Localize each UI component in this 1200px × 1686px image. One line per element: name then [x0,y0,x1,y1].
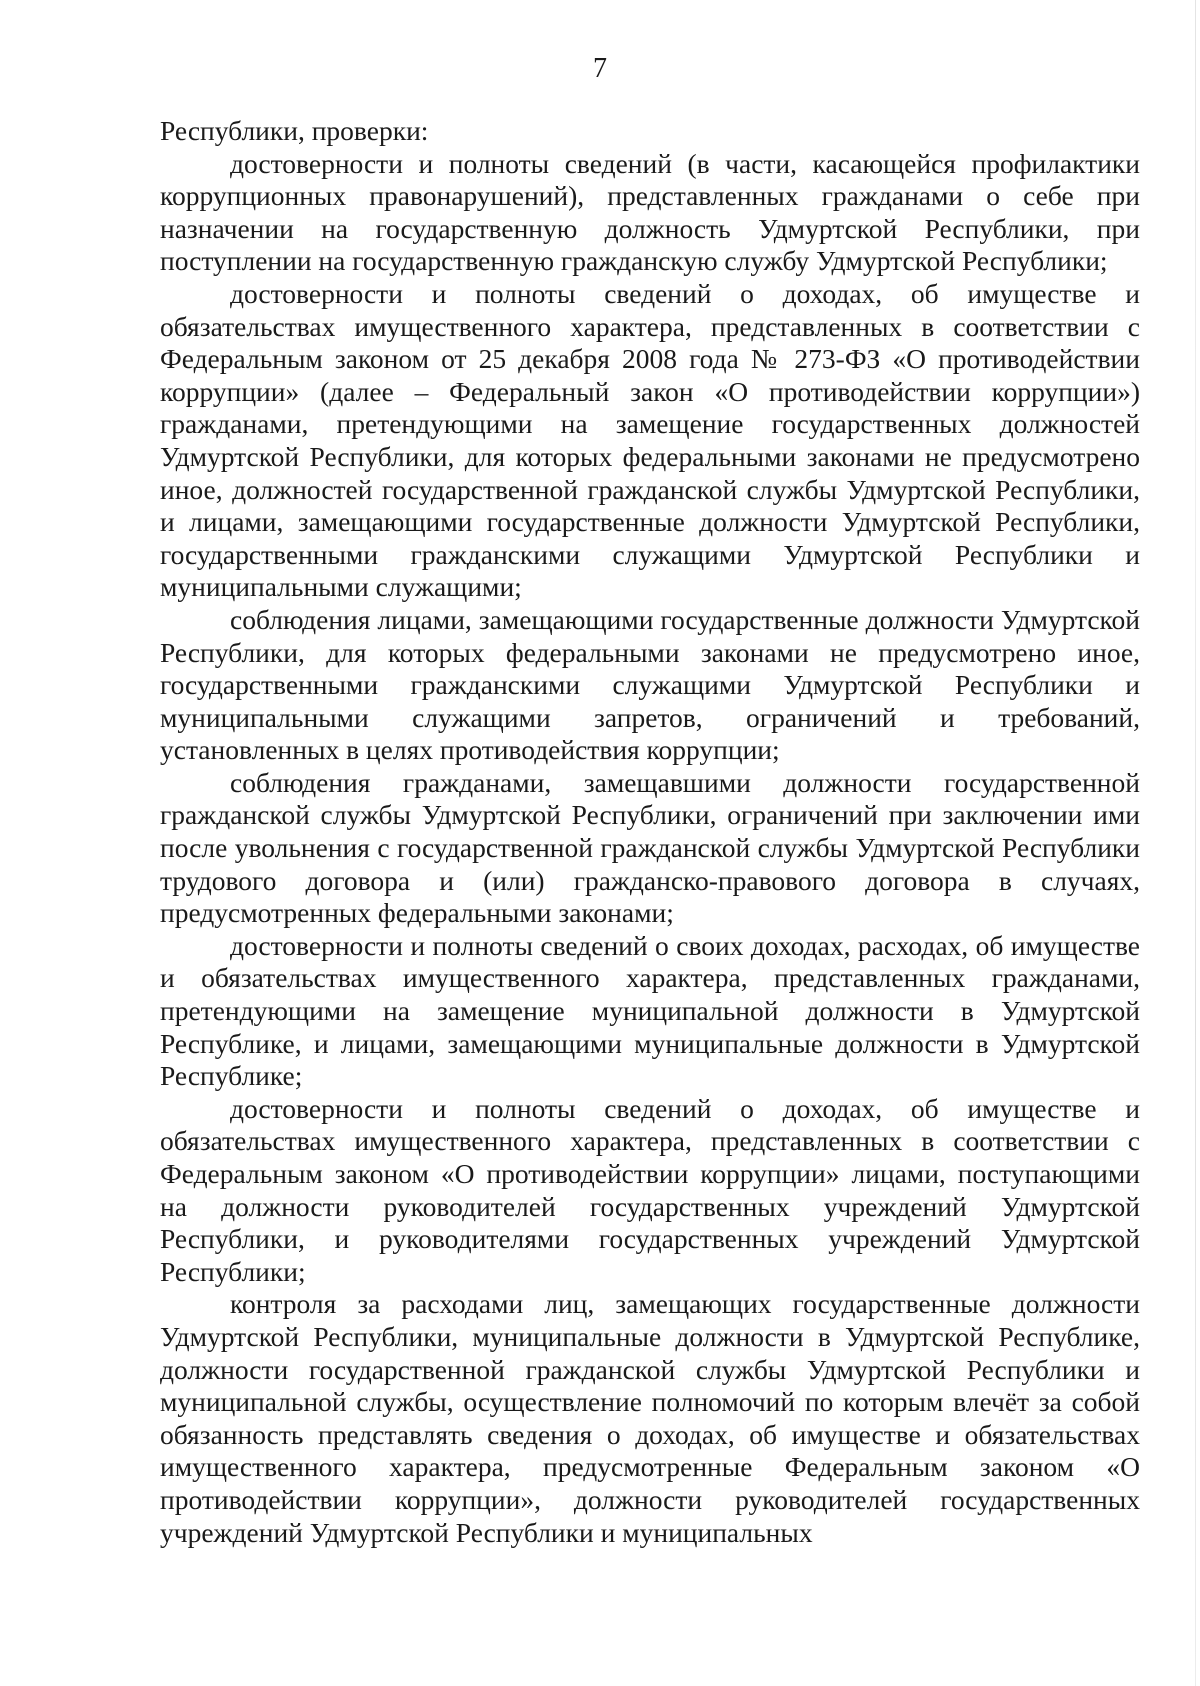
paragraph-item-institution-heads: достоверности и полноты сведений о доходах, об имуществе и обязательствах имущественного характера, представленных в соответствии с Федеральным законом «О противодействии коррупции» лицами, поступающими на должности руководителей государственных учреждений Удмуртской Республики, и руководителями государственных учреждений Удмуртской Республики; [160,1092,1140,1287]
paragraph-item-former-officials: соблюдения гражданами, замещавшими должности государственной гражданской службы Удмуртской Республики, ограничений при заключении ими после увольнения с государственной гражданской службы Удмуртской Республики трудового договора и (или) гражданско-правового договора в случаях, предусмотренных федеральными законами; [160,766,1140,929]
page-number: 7 [593,53,607,84]
paragraph-continuation: Республики, проверки: [160,115,429,146]
paragraph-item-expense-control: контроля за расходами лиц, замещающих государственные должности Удмуртской Республики, муниципальные должности в Удмуртской Республике, должности государственной гражданской службы Удмуртской Республики и муниципальной службы, осуществление полномочий по которым влечёт за собой обязанность представлять сведения о доходах, об имуществе и обязательствах имущественного характера, предусмотренные Федеральным законом «О противодействии коррупции», должности руководителей государственных учреждений Удмуртской Республики и муниципальных [160,1288,1140,1548]
scan-edge-line [1195,0,1196,1686]
paragraph-item-restrictions-compliance: соблюдения лицами, замещающими государственные должности Удмуртской Республики, для которых федеральными законами не предусмотрено иное, государственными гражданскими служащими Удмуртской Республики и муниципальными служащими запретов, ограничений и требований, установленных в целях противодействия коррупции; [160,603,1140,766]
paragraph-item-municipal-declarations: достоверности и полноты сведений о своих доходах, расходах, об имуществе и обязательствах имущественного характера, представленных гражданами, претендующими на замещение муниципальной должности в Удмуртской Республике, и лицами, замещающими муниципальные должности в Удмуртской Республике; [160,929,1140,1092]
paragraph-item-income-declarations: достоверности и полноты сведений о доходах, об имуществе и обязательствах имущественного характера, представленных в соответствии с Федеральным законом от 25 декабря 2008 года № 273-ФЗ «О противодействии коррупции» (далее – Федеральный закон «О противодействии коррупции») гражданами, претендующими на замещение государственных должностей Удмуртской Республики, для которых федеральными законами не предусмотрено иное, должностей государственной гражданской службы Удмуртской Республики, и лицами, замещающими государственные должности Удмуртской Республики, государственными гражданскими служащими Удмуртской Республики и муниципальными служащими; [160,277,1140,603]
document-body [160,115,1140,1549]
paragraph-item-reliability-citizens: достоверности и полноты сведений (в части, касающейся профилактики коррупционных правонарушений), представленных гражданами о себе при назначении на государственную должность Удмуртской Республики, при поступлении на государственную гражданскую службу Удмуртской Республики; [160,147,1140,277]
